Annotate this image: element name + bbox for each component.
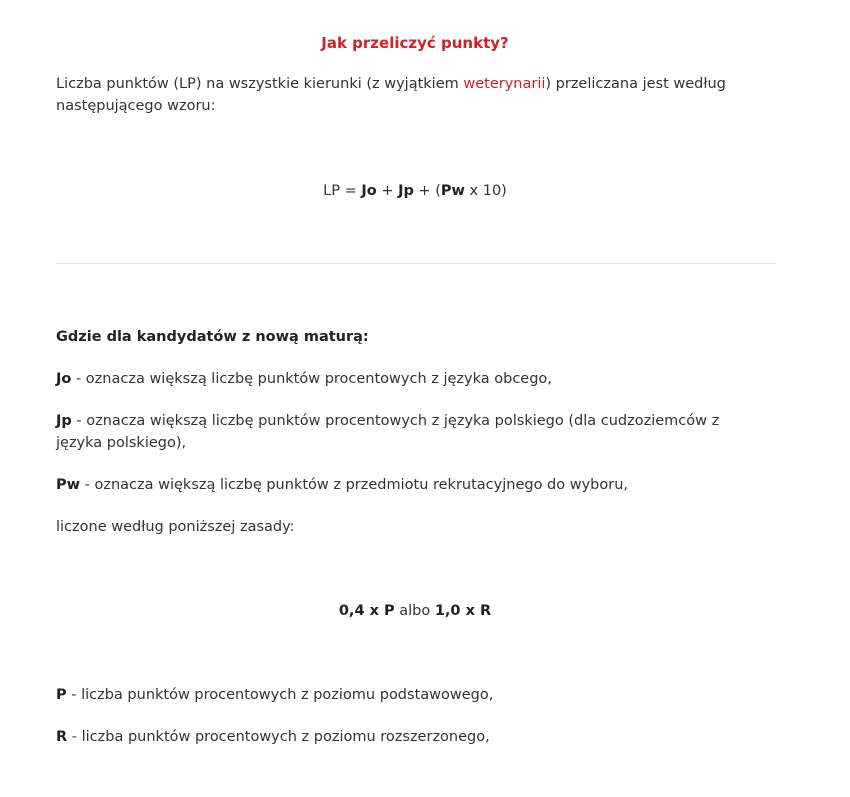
weterynaria-link[interactable]: weterynarii [463,76,546,92]
divider [56,263,776,264]
intro-paragraph [56,73,746,117]
definition-term: Pw [56,477,81,493]
section-subtitle [56,326,746,348]
formula-pw: Pw [440,183,465,199]
intro-text-before: Liczba punktów (LP) na wszystkie kierunki (z wyjątkiem [56,76,464,92]
rule-formula-right: 1,0 x R [434,603,492,619]
definition-text: - oznacza większą liczbę punktów procentowych z języka obcego, [75,371,552,387]
section-heading: Jak przeliczyć punkty? [321,34,509,52]
formula-plus-2: + ( [418,183,441,199]
intro-text-after: ) przeliczana jest według następującego wzoru: [56,76,726,114]
formula-lp: LP = [323,183,357,199]
definition-jo [56,368,746,390]
definition-pw [56,474,746,496]
definition-term: Jo [56,371,72,387]
definition-text: - oznacza większą liczbę punktów z przedmiotu rekrutacyjnego do wyboru, [84,477,629,493]
level-term: P [56,687,67,703]
rule-formula-left: 0,4 x P [338,603,395,619]
formula-plus-1: + [381,183,394,199]
level-p [56,684,746,706]
level-text: - liczba punktów procentowych z poziomu podstawowego, [71,687,494,703]
definition-term: Jp [56,413,72,429]
definition-text: - oznacza większą liczbę punktów procentowych z języka polskiego (dla cudzoziemców z języka polskiego), [56,413,720,451]
formula-jo: Jo [361,183,377,199]
definition-jp [56,410,746,454]
level-term: R [56,729,68,745]
formula-jp: Jp [398,183,414,199]
rule-formula-middle: albo [399,603,431,619]
level-r [56,726,746,748]
formula-rest: x 10) [469,183,507,199]
rule-formula [0,600,830,622]
rule-intro: liczone według poniższej zasady: [56,519,295,535]
main-formula [0,180,830,202]
level-text: - liczba punktów procentowych z poziomu rozszerzonego, [71,729,490,745]
section-subtitle-text: Gdzie dla kandydatów z nową maturą: [56,329,369,345]
